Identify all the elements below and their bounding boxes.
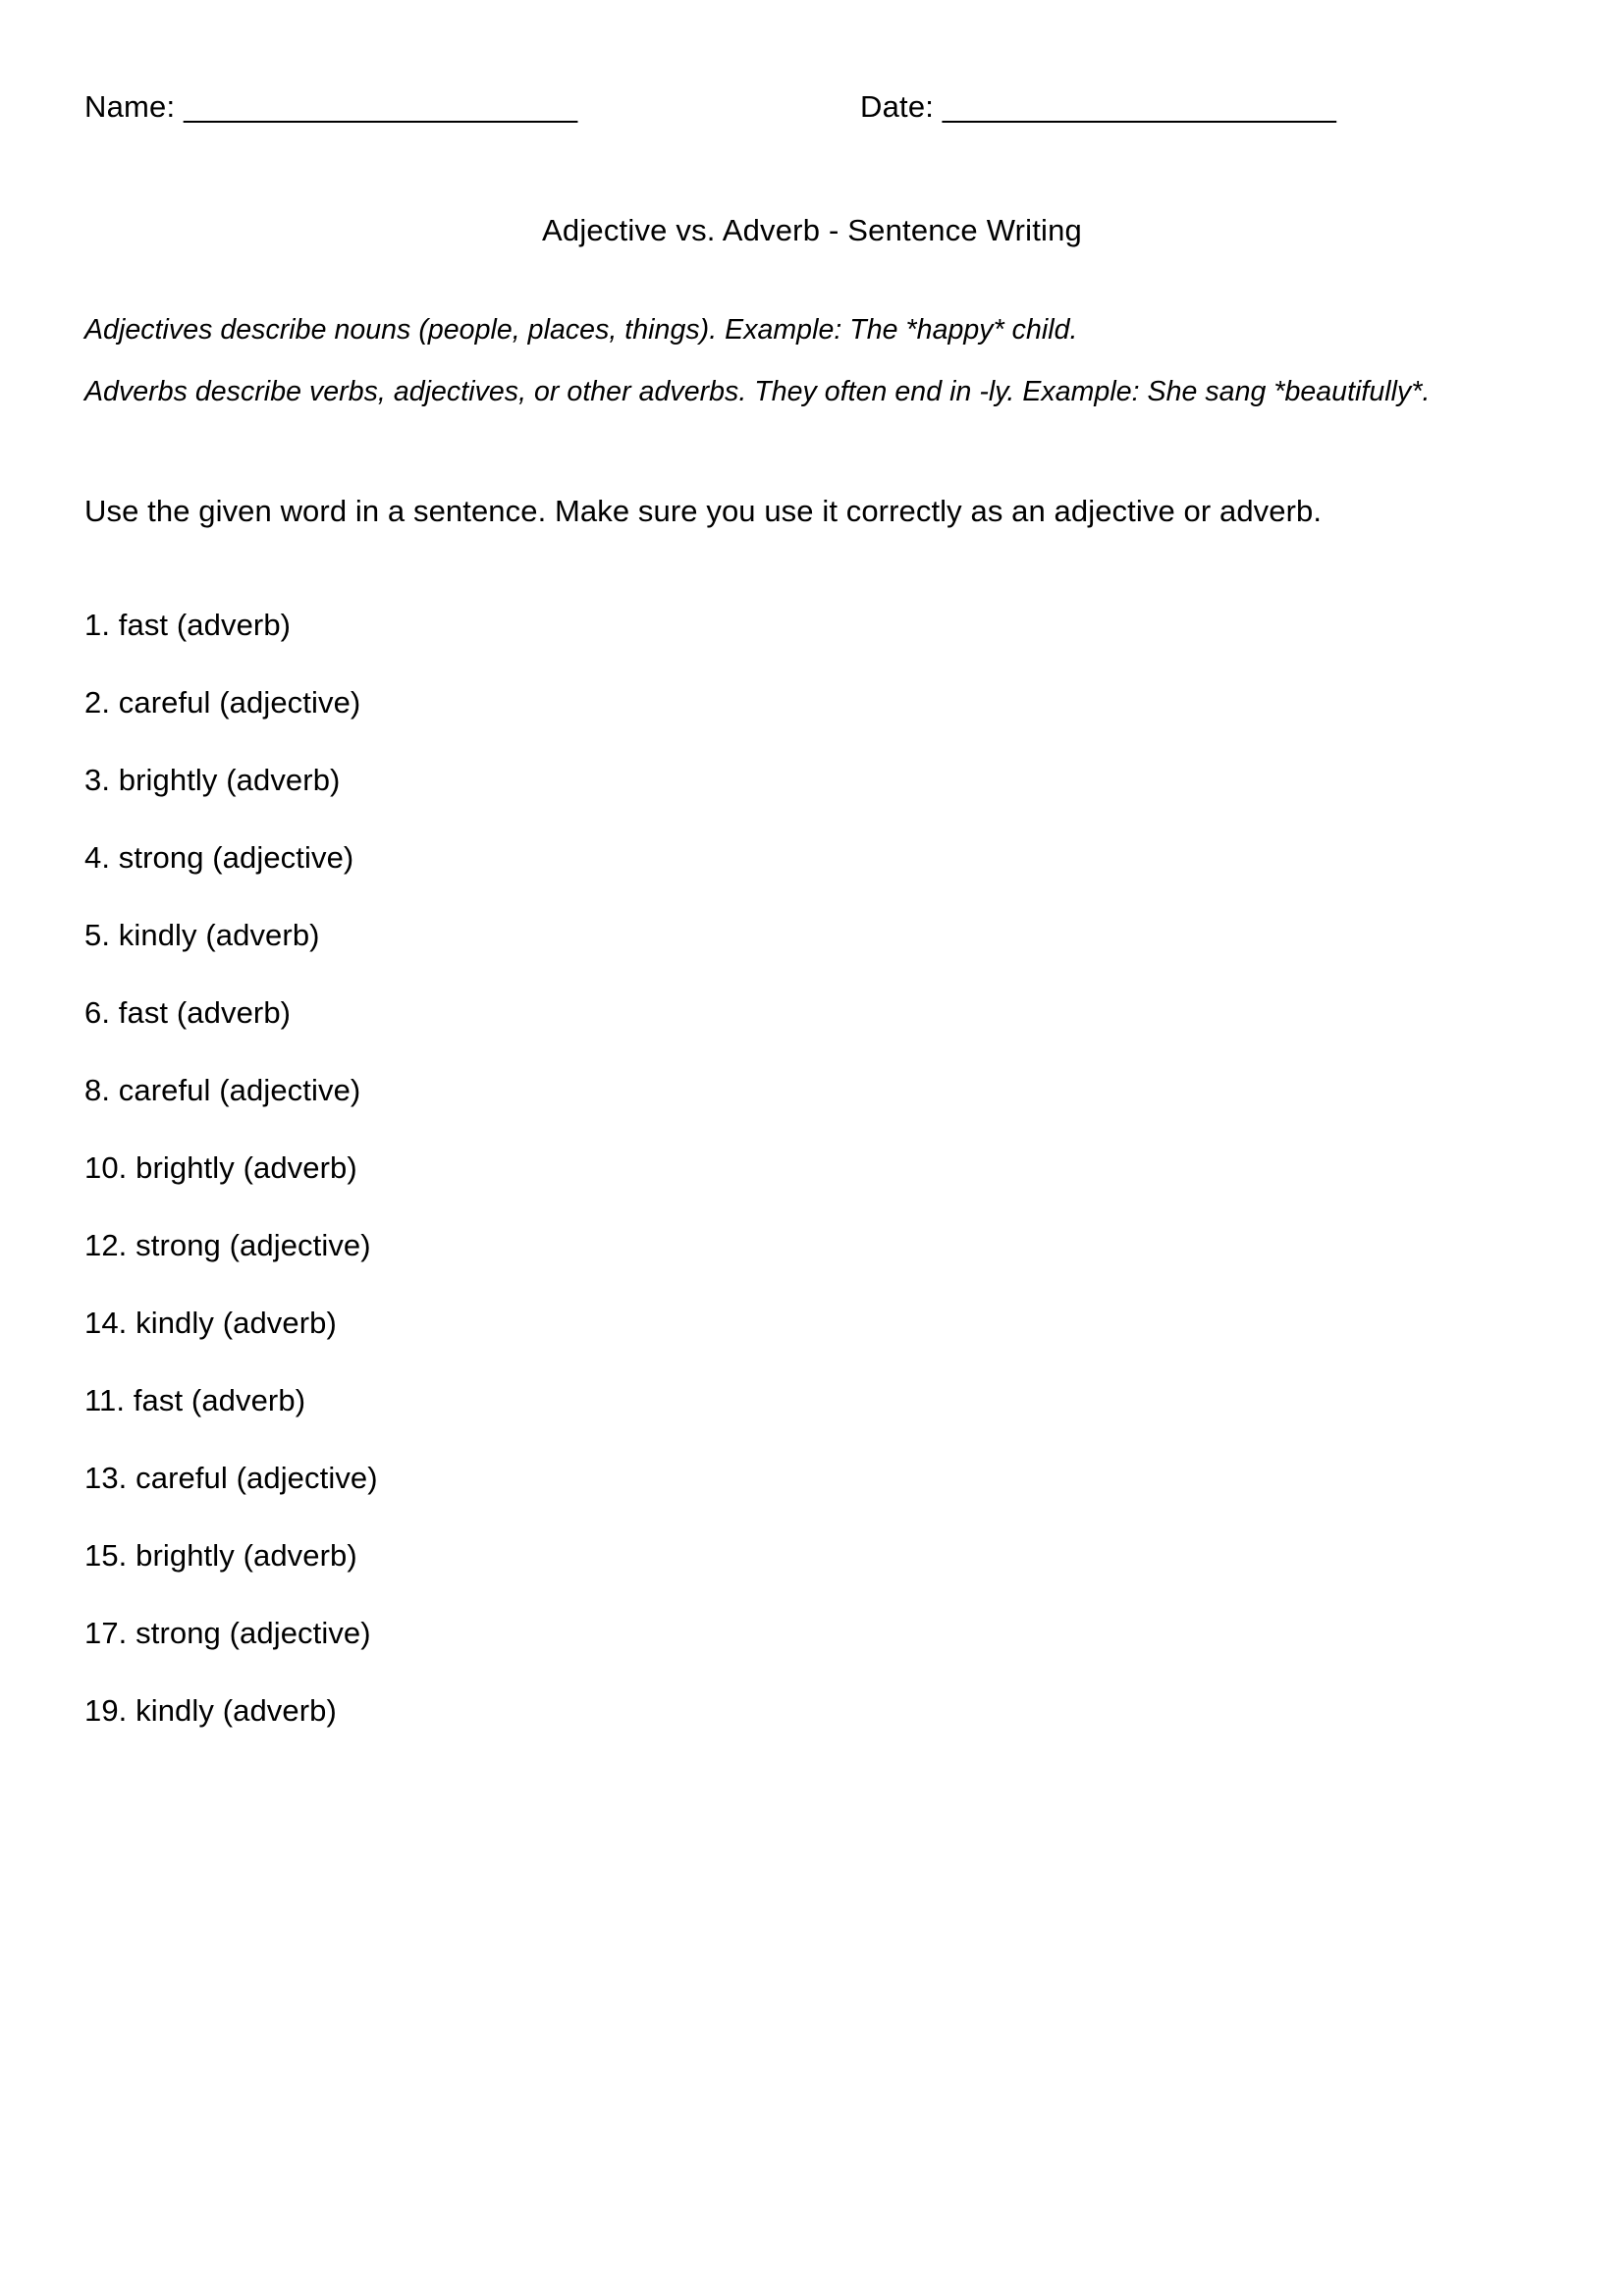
- item-number: 17.: [84, 1616, 128, 1650]
- item-number: 5.: [84, 918, 111, 952]
- name-label: Name:: [84, 89, 176, 124]
- list-item: [84, 1304, 1538, 1381]
- item-number: 3.: [84, 763, 111, 797]
- item-word: strong (adjective): [118, 840, 354, 875]
- item-number: 13.: [84, 1461, 128, 1495]
- item-word: brightly (adverb): [135, 1150, 357, 1185]
- item-number: 4.: [84, 840, 111, 875]
- student-info-row: [84, 86, 1538, 133]
- item-word: fast (adverb): [118, 995, 292, 1030]
- item-number: 6.: [84, 995, 111, 1030]
- list-item: [84, 916, 1538, 993]
- name-blank-line[interactable]: _______________________: [175, 89, 578, 124]
- item-word: strong (adjective): [135, 1228, 371, 1262]
- item-word: fast (adverb): [133, 1383, 306, 1417]
- list-item: [84, 761, 1538, 838]
- item-word: careful (adjective): [118, 1073, 361, 1107]
- item-word: kindly (adverb): [135, 1306, 337, 1340]
- page-title: Adjective vs. Adverb - Sentence Writing: [542, 213, 1082, 247]
- name-field[interactable]: [84, 86, 577, 128]
- list-item: [84, 683, 1538, 761]
- definition-adverb: Adverbs describe verbs, adjectives, or other adverbs. They often end in -ly. Example: She sang *beautifully*.: [84, 376, 1431, 407]
- item-number: 14.: [84, 1306, 128, 1340]
- item-word: fast (adverb): [118, 608, 292, 642]
- item-word: kindly (adverb): [135, 1693, 337, 1728]
- list-item: [84, 1226, 1538, 1304]
- date-label: Date:: [860, 89, 935, 124]
- date-field[interactable]: [860, 86, 1336, 128]
- list-item: [84, 838, 1538, 916]
- item-word: kindly (adverb): [118, 918, 320, 952]
- definition-adjective: Adjectives describe nouns (people, places, things). Example: The *happy* child.: [84, 314, 1078, 346]
- item-word: strong (adjective): [135, 1616, 371, 1650]
- item-number: 10.: [84, 1150, 128, 1185]
- definitions-block: [84, 312, 1557, 436]
- item-number: 1.: [84, 608, 111, 642]
- item-number: 15.: [84, 1538, 128, 1573]
- item-word: brightly (adverb): [118, 763, 341, 797]
- list-item: [84, 1691, 1538, 1769]
- list-item: [84, 1614, 1538, 1691]
- list-item: [84, 1381, 1538, 1459]
- list-item: [84, 1536, 1538, 1614]
- item-number: 2.: [84, 685, 111, 720]
- item-number: 19.: [84, 1693, 128, 1728]
- item-number: 11.: [84, 1383, 126, 1417]
- list-item: [84, 1071, 1538, 1148]
- item-number: 8.: [84, 1073, 111, 1107]
- item-word: brightly (adverb): [135, 1538, 357, 1573]
- list-item: [84, 1459, 1538, 1536]
- prompt-list: [84, 606, 1538, 1769]
- item-number: 12.: [84, 1228, 128, 1262]
- date-blank-line[interactable]: _______________________: [934, 89, 1337, 124]
- directions-text: Use the given word in a sentence. Make sure you use it correctly as an adjective or adverb.: [84, 494, 1323, 528]
- list-item: [84, 1148, 1538, 1226]
- item-word: careful (adjective): [118, 685, 361, 720]
- item-word: careful (adjective): [135, 1461, 378, 1495]
- list-item: [84, 606, 1538, 683]
- list-item: [84, 993, 1538, 1071]
